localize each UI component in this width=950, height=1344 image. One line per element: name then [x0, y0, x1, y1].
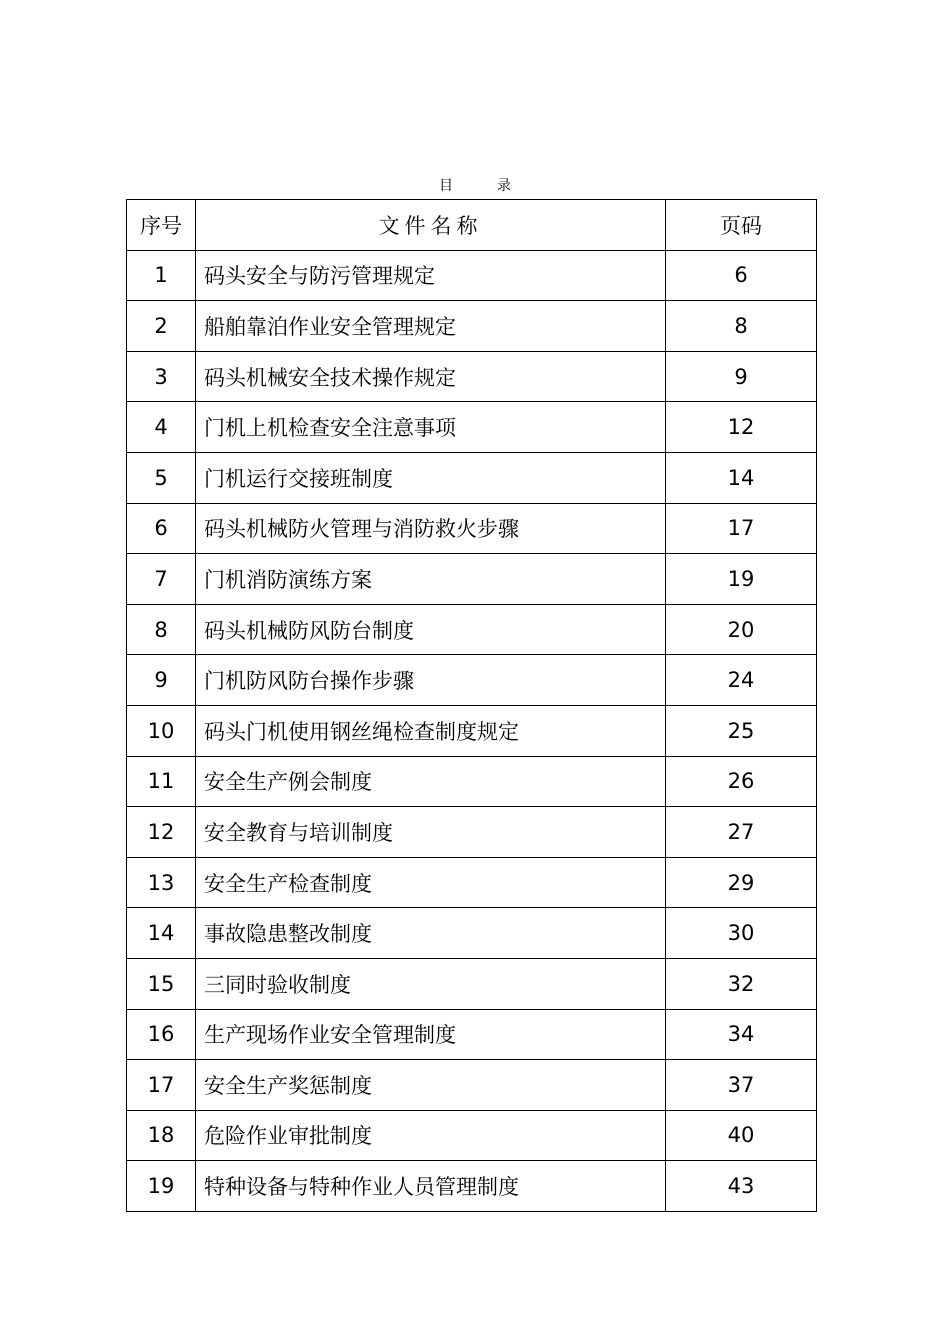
table-row	[127, 452, 817, 503]
title-char-left: 目	[439, 178, 453, 194]
row-number: 10	[127, 705, 196, 756]
row-name: 码头门机使用钢丝绳检查制度规定	[196, 705, 666, 756]
row-number: 17	[127, 1060, 196, 1111]
toc-table	[126, 199, 817, 1212]
row-name: 生产现场作业安全管理制度	[196, 1009, 666, 1060]
row-number: 7	[127, 554, 196, 605]
table-row	[127, 351, 817, 402]
row-name: 门机上机检查安全注意事项	[196, 402, 666, 453]
row-name: 安全生产检查制度	[196, 857, 666, 908]
row-name: 安全生产例会制度	[196, 756, 666, 807]
row-number: 9	[127, 655, 196, 706]
table-row	[127, 402, 817, 453]
table-row	[127, 807, 817, 858]
row-number: 13	[127, 857, 196, 908]
row-number: 12	[127, 807, 196, 858]
table-row	[127, 301, 817, 352]
row-number: 14	[127, 908, 196, 959]
table-row	[127, 503, 817, 554]
row-name: 三同时验收制度	[196, 958, 666, 1009]
row-number: 15	[127, 958, 196, 1009]
row-page: 34	[666, 1009, 817, 1060]
row-number: 4	[127, 402, 196, 453]
row-name: 门机运行交接班制度	[196, 452, 666, 503]
row-page: 27	[666, 807, 817, 858]
row-name: 门机防风防台操作步骤	[196, 655, 666, 706]
header-page: 页码	[666, 200, 817, 251]
table-row	[127, 756, 817, 807]
row-number: 3	[127, 351, 196, 402]
title-char-right: 录	[497, 178, 511, 194]
table-row	[127, 857, 817, 908]
row-name: 码头机械防风防台制度	[196, 604, 666, 655]
table-row	[127, 1009, 817, 1060]
row-name: 事故隐患整改制度	[196, 908, 666, 959]
row-page: 43	[666, 1161, 817, 1212]
row-name: 船舶靠泊作业安全管理规定	[196, 301, 666, 352]
table-row	[127, 1110, 817, 1161]
row-name: 安全教育与培训制度	[196, 807, 666, 858]
row-page: 19	[666, 554, 817, 605]
table-row	[127, 1060, 817, 1111]
row-name: 码头机械安全技术操作规定	[196, 351, 666, 402]
header-number: 序号	[127, 200, 196, 251]
table-row	[127, 655, 817, 706]
table-row	[127, 604, 817, 655]
row-page: 6	[666, 250, 817, 301]
row-number: 2	[127, 301, 196, 352]
row-page: 26	[666, 756, 817, 807]
row-page: 12	[666, 402, 817, 453]
row-name: 安全生产奖惩制度	[196, 1060, 666, 1111]
row-page: 14	[666, 452, 817, 503]
row-number: 1	[127, 250, 196, 301]
page-title	[0, 175, 950, 197]
row-page: 30	[666, 908, 817, 959]
row-page: 9	[666, 351, 817, 402]
table-row	[127, 958, 817, 1009]
row-page: 8	[666, 301, 817, 352]
row-number: 16	[127, 1009, 196, 1060]
table-row	[127, 1161, 817, 1212]
row-number: 18	[127, 1110, 196, 1161]
table-row	[127, 705, 817, 756]
row-number: 8	[127, 604, 196, 655]
row-page: 20	[666, 604, 817, 655]
row-name: 特种设备与特种作业人员管理制度	[196, 1161, 666, 1212]
row-page: 24	[666, 655, 817, 706]
toc-header-row	[127, 200, 817, 251]
row-name: 危险作业审批制度	[196, 1110, 666, 1161]
row-page: 32	[666, 958, 817, 1009]
table-row	[127, 250, 817, 301]
row-number: 11	[127, 756, 196, 807]
row-page: 25	[666, 705, 817, 756]
header-name: 文件名称	[196, 200, 666, 251]
row-page: 37	[666, 1060, 817, 1111]
row-page: 40	[666, 1110, 817, 1161]
row-name: 码头机械防火管理与消防救火步骤	[196, 503, 666, 554]
row-page: 29	[666, 857, 817, 908]
table-row	[127, 554, 817, 605]
table-row	[127, 908, 817, 959]
row-page: 17	[666, 503, 817, 554]
row-name: 码头安全与防污管理规定	[196, 250, 666, 301]
row-number: 19	[127, 1161, 196, 1212]
row-number: 5	[127, 452, 196, 503]
row-name: 门机消防演练方案	[196, 554, 666, 605]
row-number: 6	[127, 503, 196, 554]
